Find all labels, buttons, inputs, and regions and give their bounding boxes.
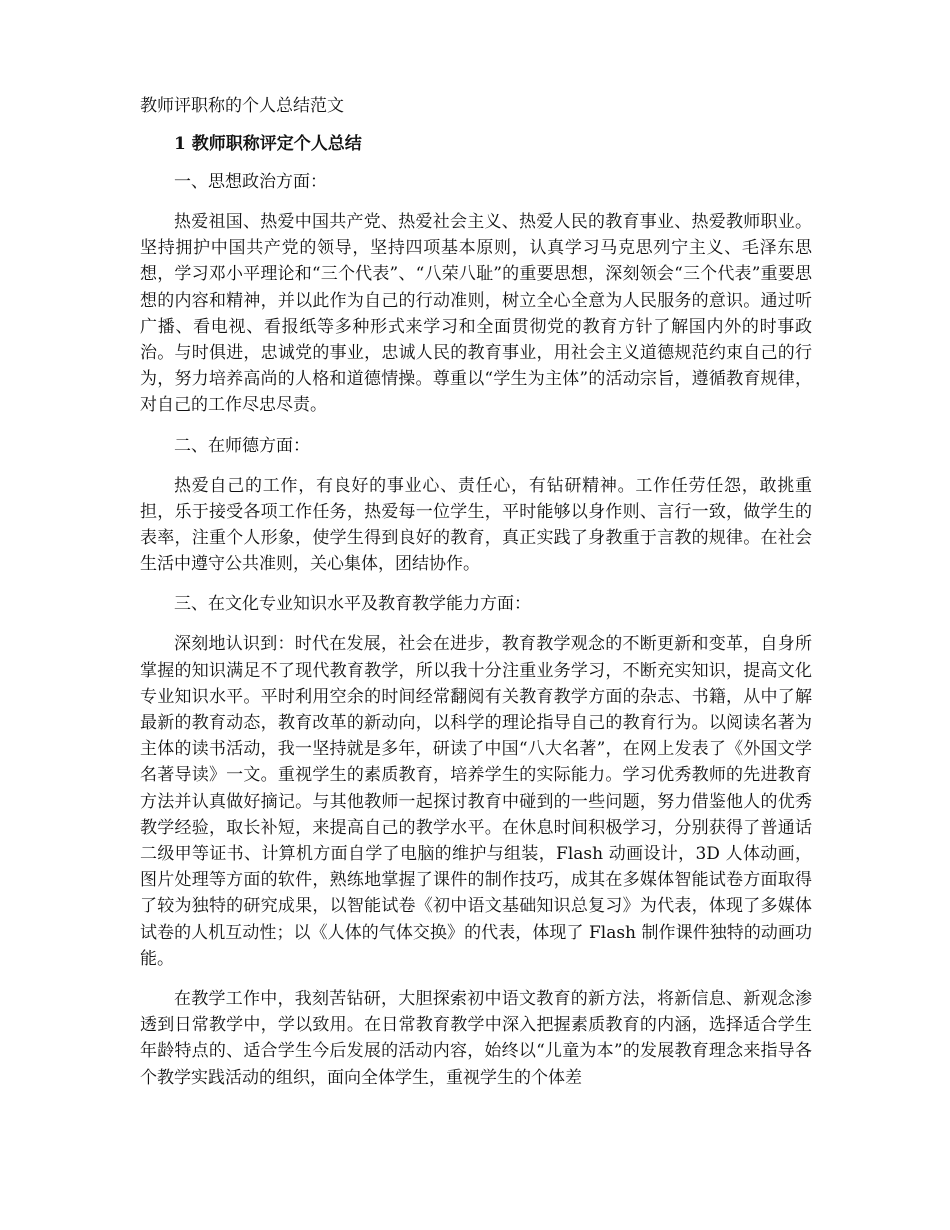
subsection-heading-politics: 一、思想政治方面： — [174, 172, 327, 192]
subsection-heading-ethics: 二、在师德方面： — [174, 435, 310, 456]
paragraph-politics: 热爱祖国、热爱中国共产党、热爱社会主义、热爱人民的教育事业、热爱教师职业。坚持拥护中国共产党的领导，坚持四项基本原则，认真学习马克思列宁主义、毛泽东思想，学习邓小平理论和“三个代表”、“八荣八耻”的重要思想，深刻领会“三个代表”重要思想的内容和精神，并以此作为自己的行动准则，树立全心全意为人民服务的意识。通过听广播、看电视、看报纸等多种形式来学习和全面贯彻党的教育方针了解国内外的时事政治。与时俱进，忠诚党的事业，忠诚人民的教育事业，用社会主义道德规范约束自己的行为，努力培养高尚的人格和道德情操。尊重以“学生为主体”的活动宗旨，遵循教育规律，对自己的工作尽忠尽责。 — [140, 212, 812, 416]
paragraph-ethics: 热爱自己的工作，有良好的事业心、责任心，有钻研精神。工作任劳任怨，敢挑重担，乐于接受各项工作任务，热爱每一位学生，平时能够以身作则、言行一致，做学生的表率，注重个人形象，使学生得到良好的教育，真正实践了身教重于言教的规律。在社会生活中遵守公共准则，关心集体，团结协作。 — [140, 475, 812, 575]
document-title: 教师评职称的个人总结范文 — [140, 96, 344, 116]
document-body — [140, 93, 812, 1105]
paragraph-knowledge-1: 深刻地认识到：时代在发展，社会在进步，教育教学观念的不断更新和变革，自身所掌握的知识满足不了现代教育教学，所以我十分注重业务学习，不断充实知识，提高文化专业知识水平。平时利用空余的时间经常翻阅有关教育教学方面的杂志、书籍，从中了解最新的教育动态，教育改革的新动向，以科学的理论指导自己的教育行为。以阅读名著为主体的读书活动，我一坚持就是多年，研读了中国“八大名著”，在网上发表了《外国文学名著导读》一文。重视学生的素质教育，培养学生的实际能力。学习优秀教师的先进教育方法并认真做好摘记。与其他教师一起探讨教育中碰到的一些问题，努力借鉴他人的优秀教学经验，取长补短，来提高自己的教学水平。在休息时间积极学习，分别获得了普通话二级甲等证书、计算机方面自学了电脑的维护与组装，Flash 动画设计，3D 人体动画，图片处理等方面的软件，熟练地掌握了课件的制作技巧，成其在多媒体智能试卷方面取得了较为独特的研究成果，以智能试卷《初中语文基础知识总复习》为代表，体现了多媒体试卷的人机互动性；以《人体的气体交换》的代表，体现了 Flash 制作课件独特的动画功能。 — [140, 634, 812, 969]
section-heading: 1 教师职称评定个人总结 — [174, 134, 362, 154]
subsection-heading-knowledge: 三、在文化专业知识水平及教育教学能力方面： — [174, 594, 531, 615]
paragraph-knowledge-2: 在教学工作中，我刻苦钻研，大胆探索初中语文教育的新方法，将新信息、新观念渗透到日常教学中，学以致用。在日常教育教学中深入把握素质教育的内涵，选择适合学生年龄特点的、适合学生今后发展的活动内容，始终以“儿童为本”的发展教育理念来指导各个教学实践活动的组织，面向全体学生，重视学生的个体差 — [140, 989, 812, 1088]
